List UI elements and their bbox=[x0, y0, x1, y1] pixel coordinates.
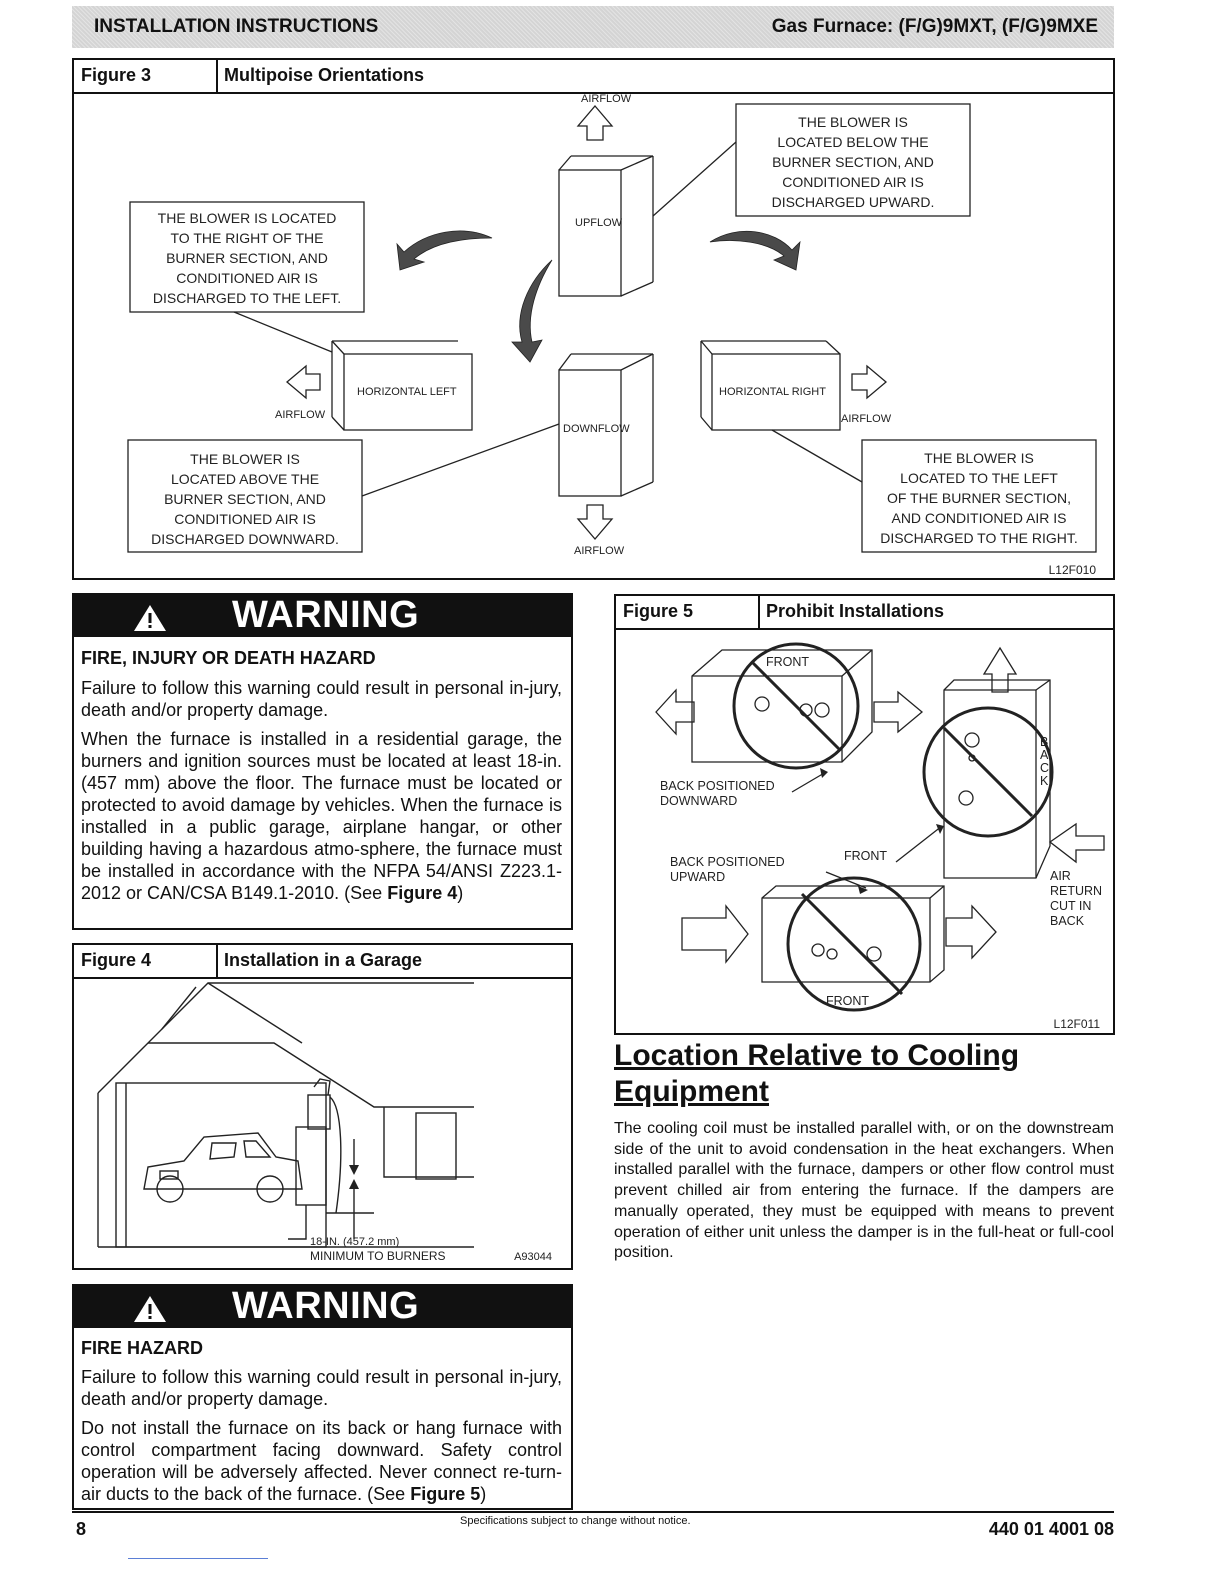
figure-reference-link[interactable]: Figure 4 bbox=[387, 883, 458, 903]
figure-4 bbox=[72, 943, 573, 1270]
figure-header-divider bbox=[758, 596, 760, 628]
prohibited-installations-diagram bbox=[616, 628, 1113, 1033]
figure-3-number: Figure 3 bbox=[81, 65, 152, 85]
warning-box-fire bbox=[72, 1284, 573, 1510]
upflow-callout-line: LOCATED BELOW THE bbox=[777, 134, 929, 150]
warning-box-garage bbox=[72, 593, 573, 930]
air-return-label: CUT IN bbox=[1050, 899, 1092, 913]
back-positioned-upward-label: UPWARD bbox=[670, 870, 726, 884]
warning-banner bbox=[74, 1286, 571, 1328]
figure-5-header bbox=[616, 596, 1113, 630]
footer-divider bbox=[72, 1511, 1114, 1513]
warning-text: Do not install the furnace on its back or hang furnace with control compartment facing downward. Safety control operation will be adversely affected. Never connect re-turn-air ducts to the back of the furnace. (See bbox=[81, 1418, 562, 1504]
airflow-label: AIRFLOW bbox=[275, 409, 326, 421]
back-positioned-downward-label: BACK POSITIONED bbox=[660, 779, 775, 793]
horizontal-left-callout-line: CONDITIONED AIR IS bbox=[176, 270, 318, 286]
clearance-label: 18-IN. (457.2 mm) bbox=[310, 1236, 400, 1248]
figure-code: L12F011 bbox=[1053, 1017, 1100, 1031]
airflow-label: AIRFLOW bbox=[581, 93, 632, 105]
upflow-callout-line: BURNER SECTION, AND bbox=[772, 154, 934, 170]
header-left-title: INSTALLATION INSTRUCTIONS bbox=[94, 16, 379, 37]
downflow-callout-line: THE BLOWER IS bbox=[190, 451, 300, 467]
garage-installation-diagram bbox=[74, 977, 571, 1268]
warning-triangle-icon bbox=[130, 600, 170, 634]
figure-5 bbox=[614, 594, 1115, 1035]
figure-4-header bbox=[74, 945, 571, 979]
figure-3 bbox=[72, 58, 1115, 580]
front-label: FRONT bbox=[844, 849, 888, 863]
warning-paragraph bbox=[81, 728, 562, 904]
horizontal-left-callout-line: DISCHARGED TO THE LEFT. bbox=[152, 290, 342, 306]
warning-text-end: ) bbox=[457, 883, 464, 903]
upflow-callout-line: CONDITIONED AIR IS bbox=[782, 174, 924, 190]
figure-reference-link[interactable]: Figure 5 bbox=[410, 1484, 481, 1504]
downflow-callout-line: BURNER SECTION, AND bbox=[164, 491, 326, 507]
figure-3-header bbox=[74, 60, 1113, 94]
horizontal-right-callout-line: DISCHARGED TO THE RIGHT. bbox=[880, 530, 1078, 546]
header-right-title: Gas Furnace: (F/G)9MXT, (F/G)9MXE bbox=[771, 16, 1098, 37]
figure-4-number: Figure 4 bbox=[81, 950, 152, 970]
horizontal-right-callout-line: THE BLOWER IS bbox=[924, 450, 1034, 466]
downflow-callout-line: LOCATED ABOVE THE bbox=[170, 471, 320, 487]
warning-text: When the furnace is installed in a residential garage, the burners and ignition sources must be located at least 18-in. (457 mm) above the floor. The furnace must be located or protected to avoid damage by vehicles. When the furnace is installed in a public garage, airplane hangar, or other building having a hazardous atmo-sphere, the furnace must be installed in accordance with the NFPA 54/ANSI Z223.1-2012 or CAN/CSA B149.1-2010. (See bbox=[81, 729, 562, 903]
upflow-label: UPFLOW bbox=[575, 217, 623, 229]
horizontal-left-callout-line: BURNER SECTION, AND bbox=[166, 250, 328, 266]
blue-underline-mark bbox=[128, 1558, 268, 1559]
section-body: The cooling coil must be installed parallel with, or on the downstream side of the unit to avoid condensation in the heat exchangers. When installed parallel with the furnace, dampers or other flow control must prevent chilled air from entering the furnace. If the dampers are manually operated, they must be equipped with means to prevent operation of either unit unless the damper is in the full-heat or full-cool position. bbox=[614, 1120, 1114, 1262]
figure-5-number: Figure 5 bbox=[623, 601, 694, 621]
warning-paragraph: Failure to follow this warning could result in personal in-jury, death and/or property damage. bbox=[81, 678, 562, 720]
warning-word: WARNING bbox=[232, 594, 420, 636]
hazard-title: FIRE, INJURY OR DEATH HAZARD bbox=[81, 648, 376, 668]
figure-code: L12F010 bbox=[1048, 563, 1096, 577]
warning-paragraph: Failure to follow this warning could result in personal in-jury, death and/or property damage. bbox=[81, 1367, 562, 1409]
horizontal-right-callout-line: LOCATED TO THE LEFT bbox=[900, 470, 1058, 486]
airflow-label: AIRFLOW bbox=[574, 545, 625, 557]
horizontal-right-callout-line: AND CONDITIONED AIR IS bbox=[891, 510, 1067, 526]
back-letter: B bbox=[1040, 735, 1049, 749]
multipoise-orientations-diagram bbox=[74, 92, 1113, 578]
warning-triangle-icon bbox=[130, 1291, 170, 1325]
figure-4-title: Installation in a Garage bbox=[224, 950, 423, 970]
horizontal-left-callout-line: TO THE RIGHT OF THE bbox=[170, 230, 324, 246]
hazard-title: FIRE HAZARD bbox=[81, 1338, 203, 1358]
warning-paragraph bbox=[81, 1417, 562, 1505]
figure-code: A93044 bbox=[514, 1251, 552, 1263]
downflow-callout-line: CONDITIONED AIR IS bbox=[174, 511, 316, 527]
figure-5-title: Prohibit Installations bbox=[766, 601, 945, 621]
horizontal-left-label: HORIZONTAL LEFT bbox=[357, 386, 457, 398]
horizontal-right-callout-line: OF THE BURNER SECTION, bbox=[886, 490, 1072, 506]
downflow-label: DOWNFLOW bbox=[563, 423, 630, 435]
horizontal-left-callout-line: THE BLOWER IS LOCATED bbox=[157, 210, 337, 226]
warning-word: WARNING bbox=[232, 1285, 420, 1327]
warning-text-end: ) bbox=[480, 1484, 487, 1504]
back-letter: C bbox=[1040, 761, 1050, 775]
downflow-callout-line: DISCHARGED DOWNWARD. bbox=[151, 531, 339, 547]
upflow-callout-line: DISCHARGED UPWARD. bbox=[771, 194, 935, 210]
air-return-label: AIR bbox=[1050, 869, 1071, 883]
airflow-label: AIRFLOW bbox=[841, 413, 892, 425]
back-positioned-upward-label: BACK POSITIONED bbox=[670, 855, 785, 869]
figure-header-divider bbox=[216, 60, 218, 92]
figure-3-title: Multipoise Orientations bbox=[224, 65, 425, 85]
document-code: 440 01 4001 08 bbox=[988, 1519, 1114, 1539]
footer-note: Specifications subject to change without notice. bbox=[460, 1515, 691, 1527]
upflow-callout-line: THE BLOWER IS bbox=[798, 114, 908, 130]
section-heading: Location Relative to Cooling Equipment bbox=[614, 1039, 1020, 1108]
back-letter: A bbox=[1040, 748, 1049, 762]
back-positioned-downward-label: DOWNWARD bbox=[660, 794, 738, 808]
air-return-label: RETURN bbox=[1050, 884, 1103, 898]
horizontal-right-label: HORIZONTAL RIGHT bbox=[719, 386, 826, 398]
front-label: FRONT bbox=[766, 655, 810, 669]
page-header bbox=[72, 6, 1114, 48]
warning-banner bbox=[74, 595, 571, 637]
back-letter: K bbox=[1040, 774, 1049, 788]
figure-header-divider bbox=[216, 945, 218, 977]
clearance-label: MINIMUM TO BURNERS bbox=[310, 1249, 446, 1263]
front-label: FRONT bbox=[826, 994, 870, 1008]
air-return-label: BACK bbox=[1050, 914, 1085, 928]
page-number: 8 bbox=[76, 1519, 87, 1539]
